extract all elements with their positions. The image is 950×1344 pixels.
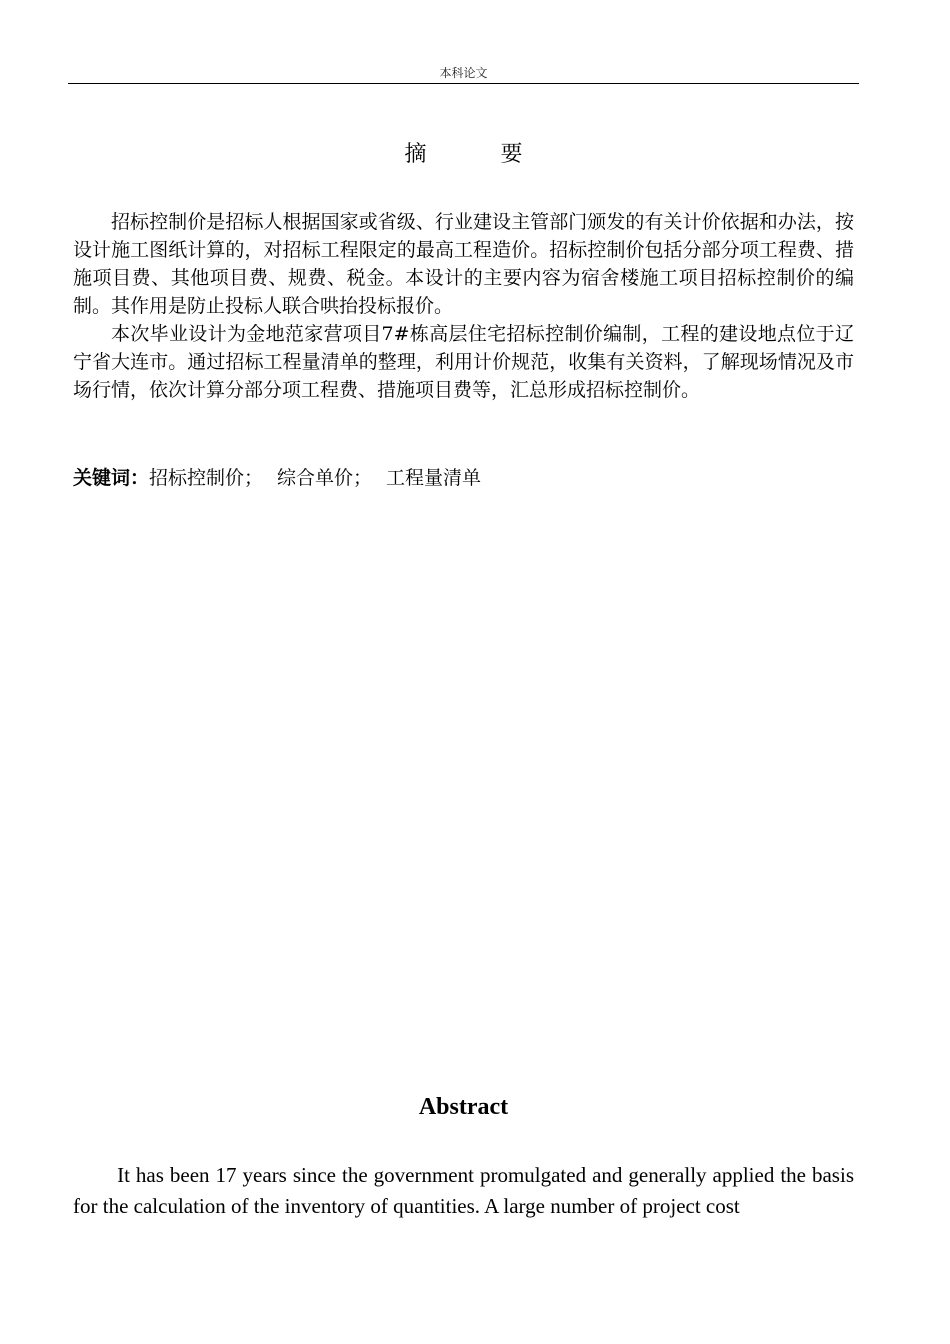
keywords-line xyxy=(73,464,854,492)
abstract-cn-body xyxy=(73,208,854,404)
keyword-item: 招标控制价； xyxy=(149,467,264,489)
abstract-cn-paragraph: 本次毕业设计为金地范家营项目7#栋高层住宅招标控制价编制，工程的建设地点位于辽宁省大连市。通过招标工程量清单的整理，利用计价规范，收集有关资料，了解现场情况及市场行情，依次计算分部分项工程费、措施项目费等，汇总形成招标控制价。 xyxy=(73,323,854,401)
abstract-cn-paragraph: 招标控制价是招标人根据国家或省级、行业建设主管部门颁发的有关计价依据和办法，按设计施工图纸计算的，对招标工程限定的最高工程造价。招标控制价包括分部分项工程费、措施项目费、其他项目费、规费、税金。本设计的主要内容为宿舍楼施工项目招标控制价的编制。其作用是防止投标人联合哄抬投标报价。 xyxy=(73,211,854,317)
abstract-cn-title: 摘 要 xyxy=(404,142,549,167)
keyword-item: 综合单价； xyxy=(277,467,373,489)
keyword-item: 工程量清单 xyxy=(386,467,482,489)
abstract-en-paragraph: It has been 17 years since the government promulgated and generally applied the basis for the calculation of the inventory of quantities. A large number of project cost xyxy=(73,1163,854,1218)
abstract-en-title: Abstract xyxy=(418,1094,509,1120)
running-header: 本科论文 xyxy=(439,66,488,80)
abstract-en-body xyxy=(73,1160,854,1222)
keywords-label: 关键词： xyxy=(73,467,150,489)
header-rule xyxy=(68,83,859,84)
